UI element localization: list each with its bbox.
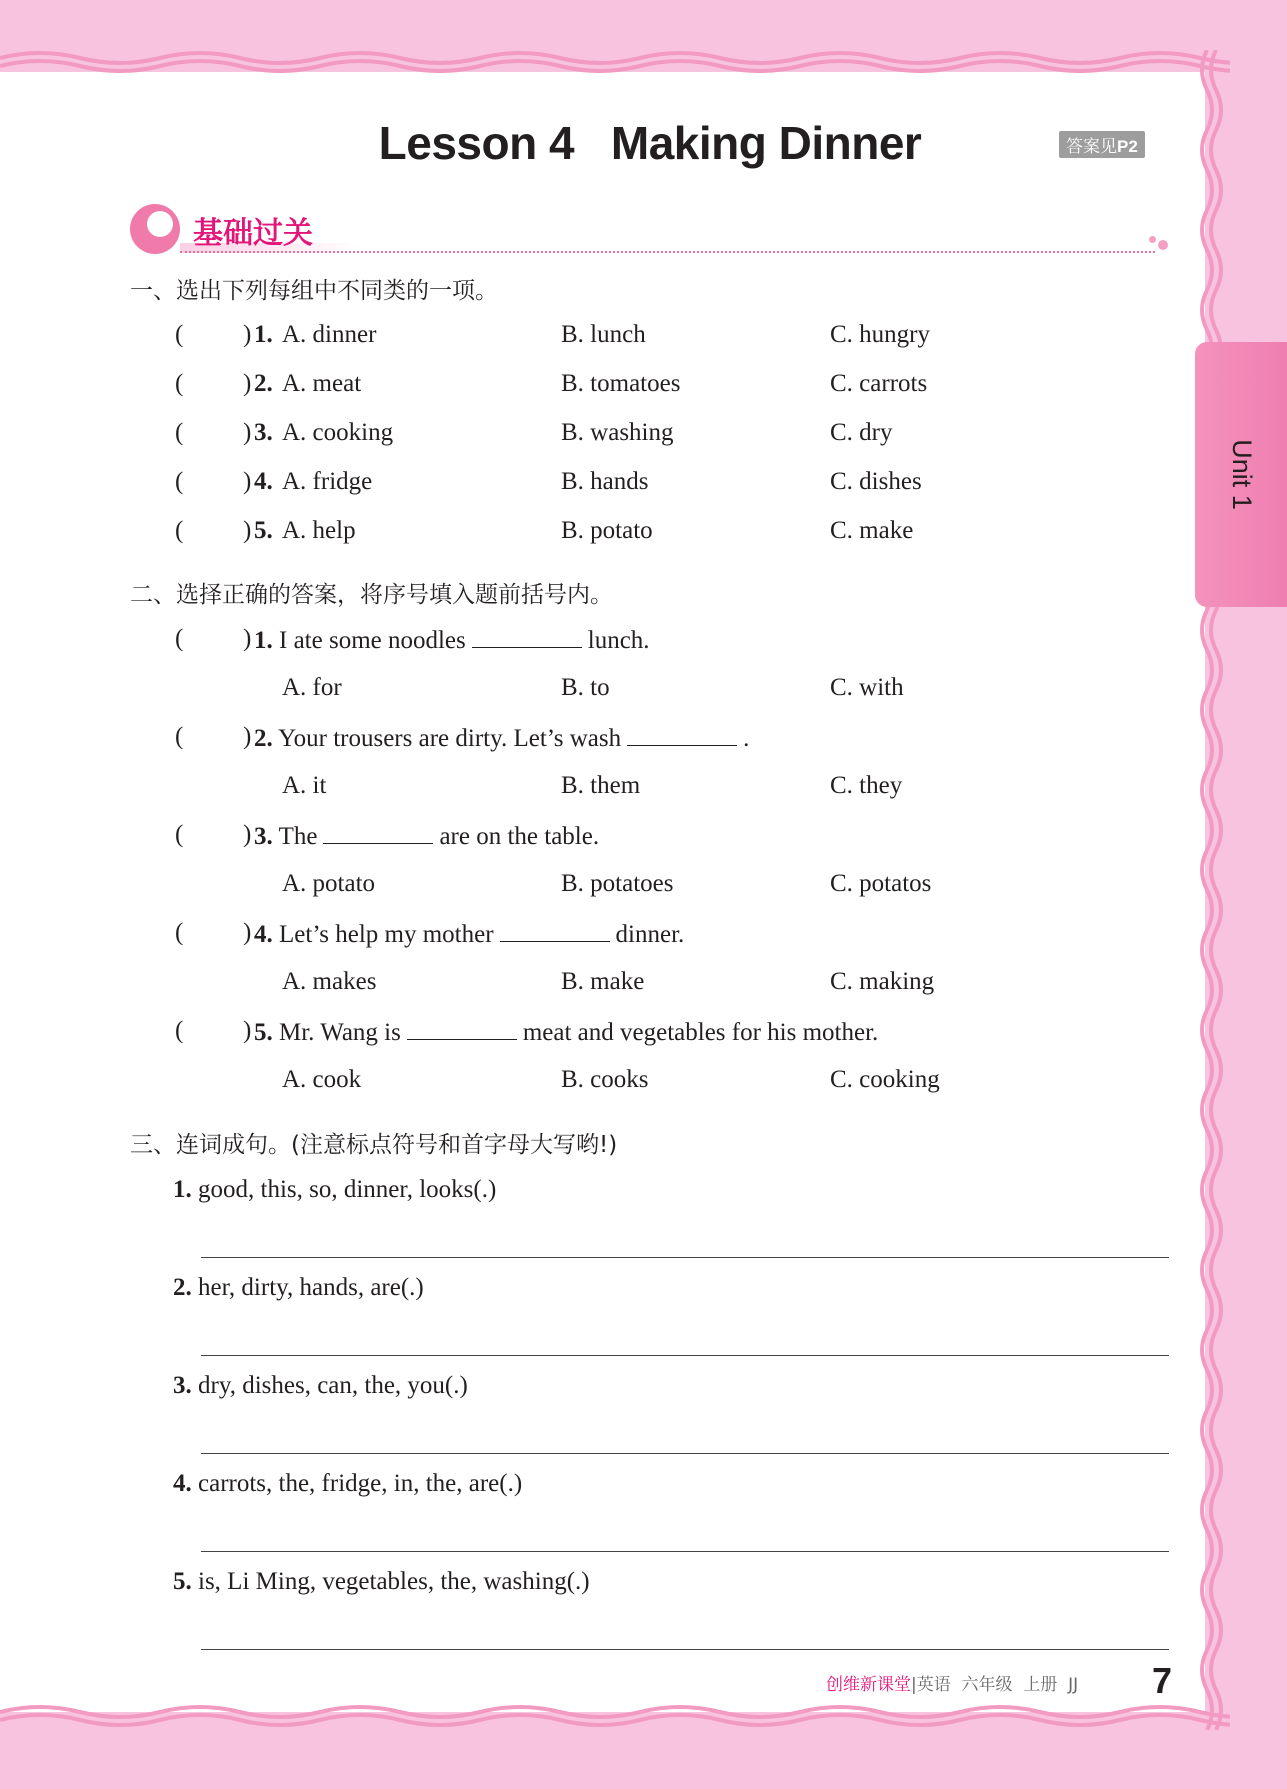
answer-line[interactable]	[201, 1649, 1169, 1650]
answer-line[interactable]	[201, 1257, 1169, 1258]
question-number: 3.	[254, 823, 273, 850]
sentence-item	[173, 1470, 522, 1498]
part1-heading: 一、选出下列每组中不同类的一项。	[130, 278, 498, 304]
question-number: 4.	[173, 1470, 192, 1497]
option-a: A. it	[282, 772, 327, 799]
answer-blank[interactable]	[407, 1017, 517, 1040]
option-b: B. tomatoes	[561, 370, 681, 397]
answer-ref-label: 答案见	[1066, 137, 1117, 157]
question-text	[254, 1017, 878, 1047]
option-a: A. fridge	[282, 468, 373, 495]
answer-bracket-close: )	[243, 370, 252, 397]
answer-bracket-open[interactable]: (	[175, 419, 184, 446]
unit-tab-label: Unit 1	[1226, 439, 1257, 510]
answer-bracket-close: )	[243, 723, 252, 750]
question-text	[254, 625, 650, 655]
answer-bracket-open[interactable]: (	[175, 321, 184, 348]
option-b: B. lunch	[561, 321, 646, 348]
option-b: B. washing	[561, 419, 674, 446]
cartoon-girl-icon	[130, 204, 180, 254]
section-title: 基础过关	[193, 216, 313, 251]
answer-bracket-open[interactable]: (	[175, 370, 184, 397]
question-number: 1.	[173, 1176, 192, 1203]
question-number: 3.	[254, 419, 273, 446]
answer-bracket-close: )	[243, 821, 252, 848]
question-stem-after: .	[743, 725, 750, 752]
word-list: is, Li Ming, vegetables, the, washing(.)	[198, 1568, 590, 1595]
answer-ref-page: P2	[1117, 137, 1138, 156]
right-wavy-border	[1195, 50, 1235, 1730]
answer-bracket-open[interactable]: (	[175, 723, 184, 750]
option-a: A. for	[282, 674, 342, 701]
answer-bracket-open[interactable]: (	[175, 625, 184, 652]
answer-reference-badge	[1059, 131, 1145, 158]
question-number: 4.	[254, 468, 273, 495]
question-stem-before: Mr. Wang is	[279, 1019, 401, 1046]
question-stem-after: are on the table.	[439, 823, 600, 850]
part2-heading: 二、选择正确的答案，将序号填入题前括号内。	[130, 582, 613, 608]
question-number: 5.	[173, 1568, 192, 1595]
question-text	[254, 919, 684, 949]
unit-tab-label-wrap	[1195, 342, 1287, 607]
option-b: B. them	[561, 772, 641, 799]
sentence-item	[173, 1274, 424, 1302]
answer-blank[interactable]	[472, 625, 582, 648]
sentence-item	[173, 1176, 496, 1204]
option-b: B. cooks	[561, 1066, 649, 1093]
bottom-wavy-border	[0, 1702, 1230, 1732]
option-b: B. to	[561, 674, 610, 701]
decorative-dot-icon	[1149, 236, 1156, 243]
option-c: C. with	[830, 674, 904, 701]
option-c: C. dry	[830, 419, 893, 446]
sentence-item	[173, 1372, 468, 1400]
answer-bracket-close: )	[243, 468, 252, 495]
answer-bracket-open[interactable]: (	[175, 468, 184, 495]
question-stem-before: The	[278, 823, 318, 850]
option-a: A. potato	[282, 870, 376, 897]
option-b: B. potatoes	[561, 870, 674, 897]
question-stem-before: Let’s help my mother	[279, 921, 494, 948]
answer-bracket-close: )	[243, 625, 252, 652]
option-c: C. they	[830, 772, 903, 799]
footer-separator: |	[911, 1675, 917, 1695]
option-a: A. help	[282, 517, 356, 544]
question-stem-after: meat and vegetables for his mother.	[522, 1019, 879, 1046]
footer-info	[826, 1670, 1078, 1695]
option-c: C. dishes	[830, 468, 922, 495]
question-stem-after: lunch.	[587, 627, 650, 654]
page-title: Lesson 4 Making Dinner	[378, 117, 922, 169]
answer-bracket-open[interactable]: (	[175, 821, 184, 848]
question-number: 2.	[173, 1274, 192, 1301]
question-stem-after: dinner.	[615, 921, 685, 948]
page-number: 7	[1152, 1660, 1173, 1701]
word-list: carrots, the, fridge, in, the, are(.)	[198, 1470, 523, 1497]
answer-blank[interactable]	[323, 821, 433, 844]
option-c: C. make	[830, 517, 914, 544]
footer-edition: JJ	[1068, 1675, 1079, 1695]
footer-term: 上册	[1023, 1675, 1058, 1695]
question-number: 4.	[254, 921, 273, 948]
answer-blank[interactable]	[627, 723, 737, 746]
answer-bracket-open[interactable]: (	[175, 517, 184, 544]
footer-brand: 创维新课堂	[826, 1675, 911, 1695]
question-number: 3.	[173, 1372, 192, 1399]
footer-subject: 英语	[916, 1675, 951, 1695]
part3-heading: 三、连词成句。(注意标点符号和首字母大写哟!)	[130, 1132, 618, 1158]
question-text	[254, 723, 749, 753]
question-text	[254, 821, 599, 851]
word-list: her, dirty, hands, are(.)	[198, 1274, 424, 1301]
answer-bracket-close: )	[243, 419, 252, 446]
option-c: C. making	[830, 968, 935, 995]
word-list: dry, dishes, can, the, you(.)	[198, 1372, 468, 1399]
option-b: B. hands	[561, 468, 649, 495]
option-a: A. cooking	[282, 419, 394, 446]
answer-bracket-open[interactable]: (	[175, 1017, 184, 1044]
answer-line[interactable]	[201, 1551, 1169, 1552]
option-a: A. meat	[282, 370, 362, 397]
footer-grade: 六年级	[961, 1675, 1013, 1695]
word-list: good, this, so, dinner, looks(.)	[198, 1176, 497, 1203]
option-a: A. makes	[282, 968, 377, 995]
question-number: 1.	[254, 321, 273, 348]
section-dotted-divider	[180, 251, 1155, 253]
top-wavy-border	[0, 48, 1230, 78]
question-number: 5.	[254, 1019, 273, 1046]
option-a: A. cook	[282, 1066, 362, 1093]
answer-bracket-close: )	[243, 321, 252, 348]
option-b: B. make	[561, 968, 645, 995]
answer-bracket-close: )	[243, 1017, 252, 1044]
question-stem-before: I ate some noodles	[279, 627, 466, 654]
question-stem-before: Your trousers are dirty. Let’s wash	[278, 725, 622, 752]
option-c: C. hungry	[830, 321, 930, 348]
question-number: 2.	[254, 725, 273, 752]
answer-bracket-close: )	[243, 517, 252, 544]
option-c: C. potatos	[830, 870, 932, 897]
answer-bracket-open[interactable]: (	[175, 919, 184, 946]
question-number: 2.	[254, 370, 273, 397]
decorative-dot-icon	[1158, 240, 1168, 250]
answer-bracket-close: )	[243, 919, 252, 946]
question-number: 1.	[254, 627, 273, 654]
option-a: A. dinner	[282, 321, 377, 348]
answer-line[interactable]	[201, 1355, 1169, 1356]
answer-blank[interactable]	[500, 919, 610, 942]
sentence-item	[173, 1568, 590, 1596]
option-b: B. potato	[561, 517, 653, 544]
option-c: C. cooking	[830, 1066, 940, 1093]
option-c: C. carrots	[830, 370, 928, 397]
question-number: 5.	[254, 517, 273, 544]
answer-line[interactable]	[201, 1453, 1169, 1454]
